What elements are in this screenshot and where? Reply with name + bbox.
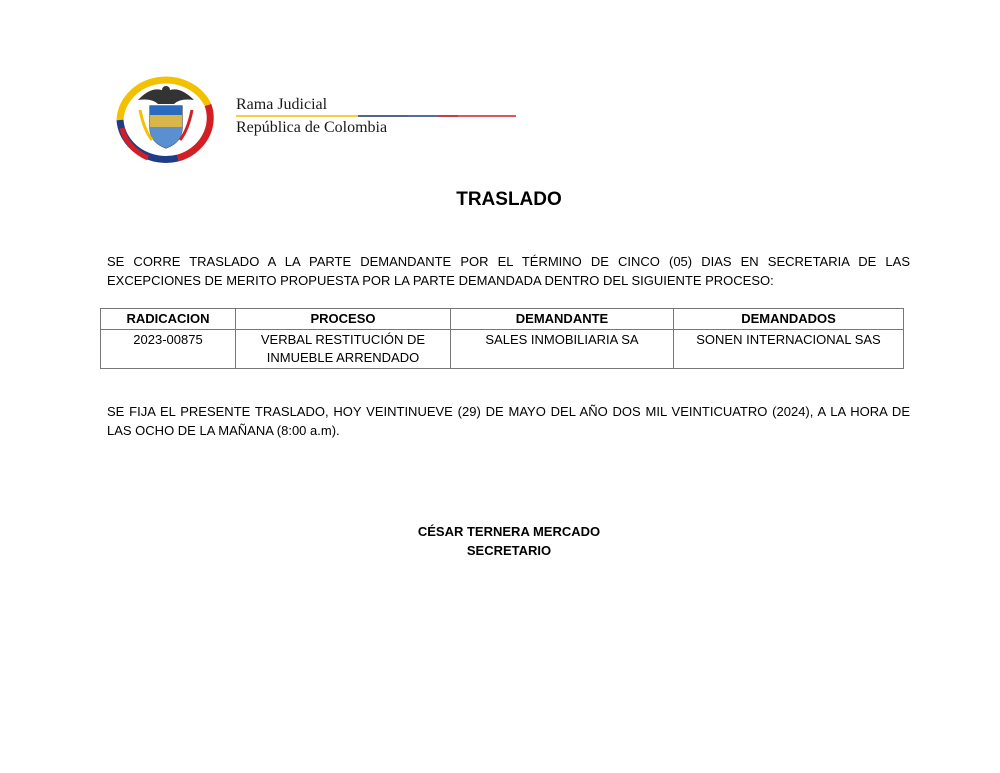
cell-proceso: VERBAL RESTITUCIÓN DE INMUEBLE ARRENDADO <box>236 330 451 369</box>
signature-role: SECRETARIO <box>466 543 552 558</box>
header-logo <box>108 70 528 170</box>
org-name: Rama Judicial <box>236 96 328 113</box>
col-header-demandante: DEMANDANTE <box>451 309 674 330</box>
signature-name: CÉSAR TERNERA MERCADO <box>417 524 601 539</box>
cell-demandados: SONEN INTERNACIONAL SAS <box>674 330 904 369</box>
col-header-proceso: PROCESO <box>236 309 451 330</box>
col-header-radicacion: RADICACION <box>101 309 236 330</box>
notice-paragraph: SE CORRE TRASLADO A LA PARTE DEMANDANTE POR EL TÉRMINO DE CINCO (05) DIAS EN SECRETARIA DE LAS EXCEPCIONES DE MERITO PROPUESTA POR LA PARTE DEMANDADA DENTRO DEL SIGUIENTE PROCESO: <box>107 254 910 288</box>
cell-demandante: SALES INMOBILIARIA SA <box>451 330 674 369</box>
table-row <box>101 330 904 369</box>
table-header-row <box>101 309 904 330</box>
org-country: República de Colombia <box>236 119 388 136</box>
process-table <box>100 308 904 369</box>
col-header-demandados: DEMANDADOS <box>674 309 904 330</box>
posting-paragraph: SE FIJA EL PRESENTE TRASLADO, HOY VEINTINUEVE (29) DE MAYO DEL AÑO DOS MIL VEINTICUATRO (2024), A LA HORA DE LAS OCHO DE LA MAÑANA (8:00 a.m). <box>107 404 910 438</box>
cell-radicacion: 2023-00875 <box>101 330 236 369</box>
document-title: TRASLADO <box>456 189 562 210</box>
